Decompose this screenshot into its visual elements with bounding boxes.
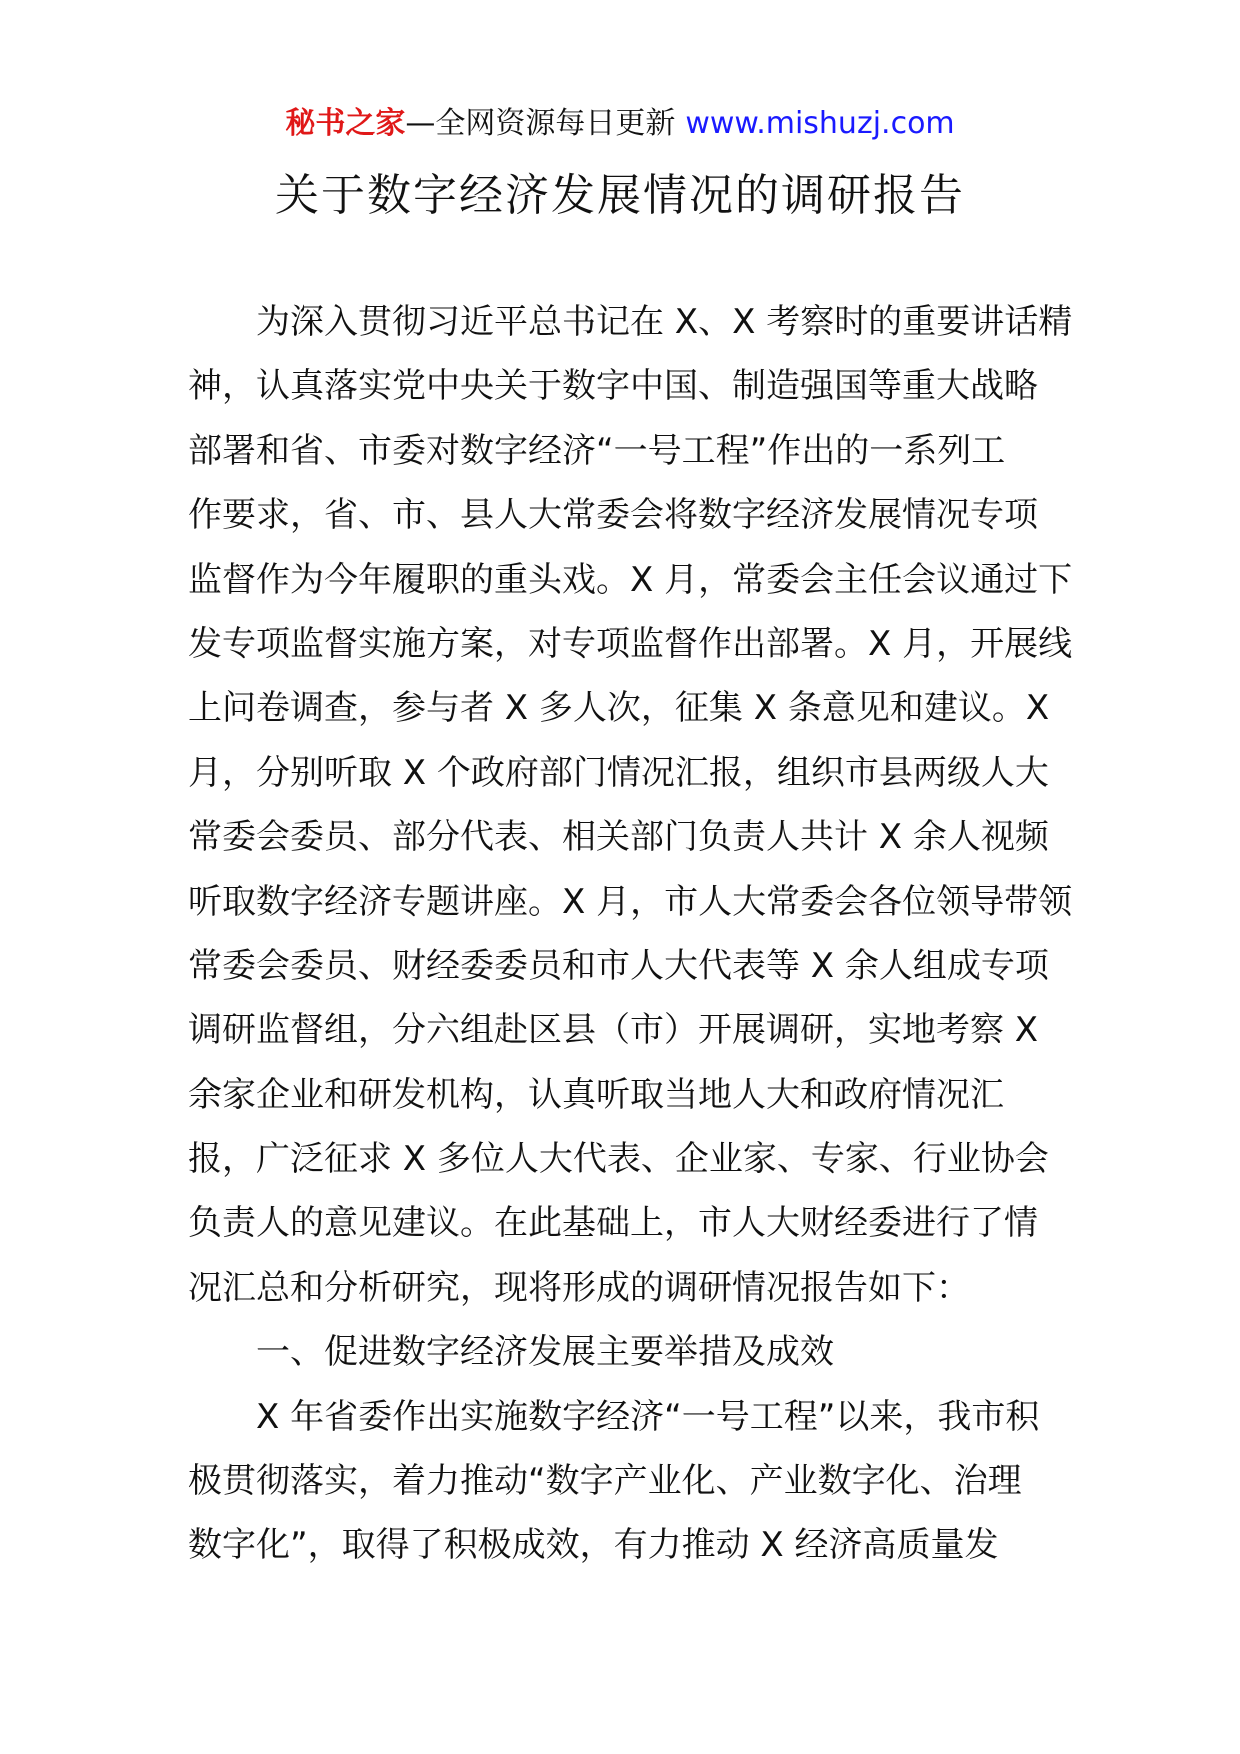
paragraph-line: 极贯彻落实，着力推动“数字产业化、产业数字化、治理 <box>188 1461 1022 1502</box>
paragraph-line: 听取数字经济专题讲座。X 月，市人大常委会各位领导带领 <box>188 881 1073 922</box>
document-title: 关于数字经济发展情况的调研报告 <box>275 170 965 221</box>
paragraph-line: 神，认真落实党中央关于数字中国、制造强国等重大战略 <box>188 366 1038 407</box>
paragraph-line: 数字化”，取得了积极成效，有力推动 X 经济高质量发 <box>188 1525 999 1566</box>
paragraph-line: X 年省委作出实施数字经济“一号工程”以来，我市积 <box>256 1396 1040 1437</box>
paragraph-line: 上问卷调查，参与者 X 多人次，征集 X 条意见和建议。X <box>188 688 1050 729</box>
paragraph-line: 报，广泛征求 X 多位人大代表、企业家、专家、行业协会 <box>188 1139 1049 1180</box>
paragraph-line: 负责人的意见建议。在此基础上，市人大财经委进行了情 <box>188 1203 1038 1244</box>
paragraph-line: 监督作为今年履职的重头戏。X 月，常委会主任会议通过下 <box>188 559 1073 600</box>
paragraph-line: 作要求，省、市、县人大常委会将数字经济发展情况专项 <box>188 495 1038 536</box>
paragraph-line: 为深入贯彻习近平总书记在 X、X 考察时的重要讲话精 <box>256 302 1073 342</box>
paragraph-line: 况汇总和分析研究，现将形成的调研情况报告如下： <box>188 1267 970 1308</box>
paragraph-line: 常委会委员、部分代表、相关部门负责人共计 X 余人视频 <box>188 817 1049 858</box>
document-body <box>188 290 1073 1578</box>
section-heading: 一、促进数字经济发展主要举措及成效 <box>256 1332 834 1373</box>
paragraph-line: 余家企业和研发机构，认真听取当地人大和政府情况汇 <box>188 1074 1004 1115</box>
site-slogan: —全网资源每日更新 <box>405 106 676 141</box>
site-header <box>0 104 1240 144</box>
paragraph-line: 部署和省、市委对数字经济“一号工程”作出的一系列工 <box>188 430 1006 471</box>
paragraph-line: 调研监督组，分六组赴区县（市）开展调研，实地考察 X <box>188 1010 1039 1051</box>
paragraph-line: 发专项监督实施方案，对专项监督作出部署。X 月，开展线 <box>188 623 1073 664</box>
paragraph-line: 月，分别听取 X 个政府部门情况汇报，组织市县两级人大 <box>188 752 1049 793</box>
site-brand: 秘书之家 <box>285 106 406 141</box>
paragraph-line: 常委会委员、财经委委员和市人大代表等 X 余人组成专项 <box>188 945 1049 986</box>
site-url-link[interactable]: www.mishuzj.com <box>685 106 955 141</box>
